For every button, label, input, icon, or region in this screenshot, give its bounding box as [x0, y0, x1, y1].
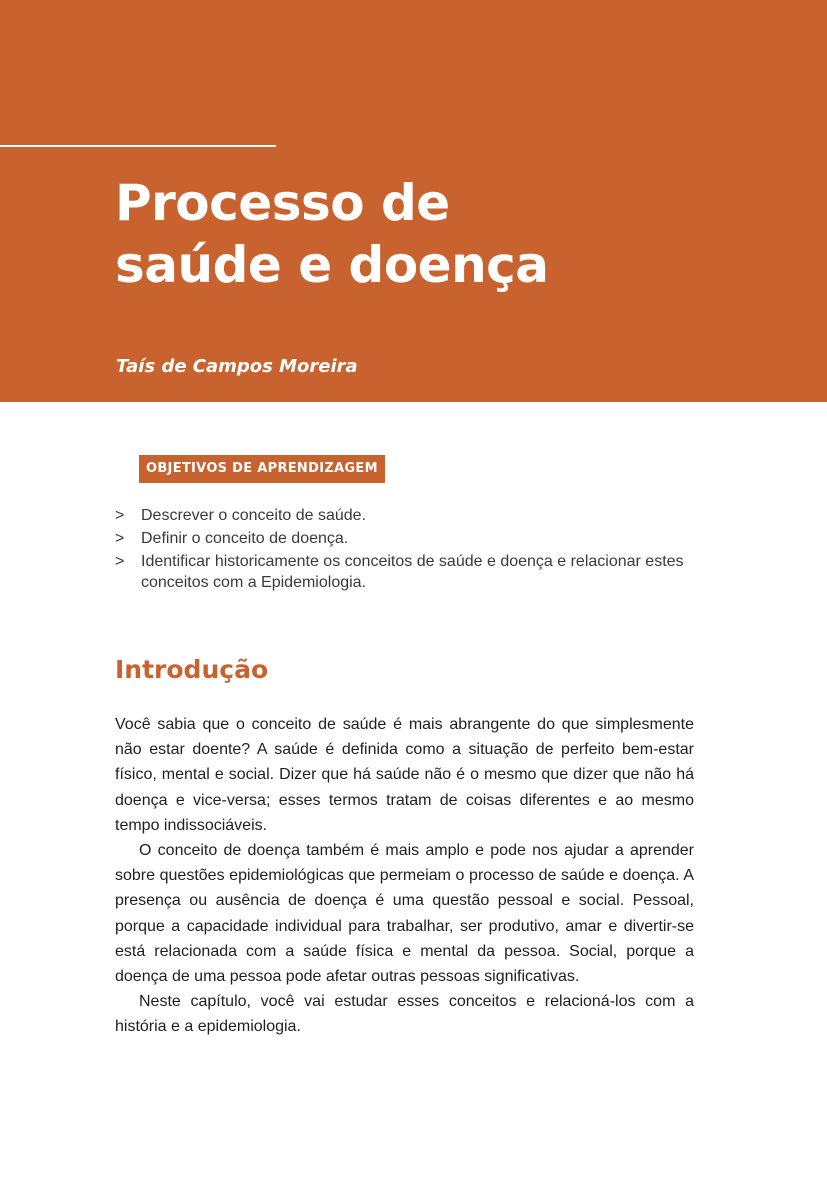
objective-text: Descrever o conceito de saúde.: [141, 507, 367, 524]
paragraph: O conceito de doença também é mais amplo e pode nos ajudar a aprender sobre questões epidemiológicas que permeiam o processo de saúde e doença. A presença ou ausência de doença é uma questão pessoal e social. Pessoal, porque a capacidade individual para trabalhar, ser produtivo, amar e divertir-se está relacionada com a saúde física e mental da pessoa. Social, porque a doença de uma pessoa pode afetar outras pessoas significativas.: [115, 842, 694, 986]
objective-item: [115, 551, 705, 593]
chapter-title: [115, 172, 549, 296]
banner-divider: [0, 145, 276, 147]
chapter-title-line-1: Processo de: [115, 174, 450, 232]
section-heading-introduction: Introdução: [115, 655, 269, 684]
introduction-body: [115, 712, 694, 1040]
paragraph: Você sabia que o conceito de saúde é mais abrangente do que simplesmente não estar doente? A saúde é definida como a situação de perfeito bem-estar físico, mental e social. Dizer que há saúde não é o mesmo que dizer que não há doença e vice-versa; esses termos tratam de coisas diferentes e ao mesmo tempo indissociáveis.: [115, 716, 694, 834]
objective-text: Identificar historicamente os conceitos de saúde e doença e relacionar estes conceitos com a Epidemiologia.: [141, 553, 684, 591]
paragraph: Neste capítulo, você vai estudar esses conceitos e relacioná-los com a história e a epidemiologia.: [115, 993, 694, 1036]
objective-item: [115, 528, 705, 549]
objective-item: [115, 505, 705, 526]
chapter-title-line-2: saúde e doença: [115, 236, 549, 294]
chapter-banner: [0, 0, 827, 402]
objectives-label: OBJETIVOS DE APRENDIZAGEM: [139, 455, 385, 483]
chevron-right-icon: >: [115, 530, 125, 547]
chevron-right-icon: >: [115, 507, 125, 524]
objectives-list: [115, 505, 705, 595]
objective-text: Definir o conceito de doença.: [141, 530, 349, 547]
author-name: Taís de Campos Moreira: [116, 356, 358, 377]
chevron-right-icon: >: [115, 553, 125, 570]
